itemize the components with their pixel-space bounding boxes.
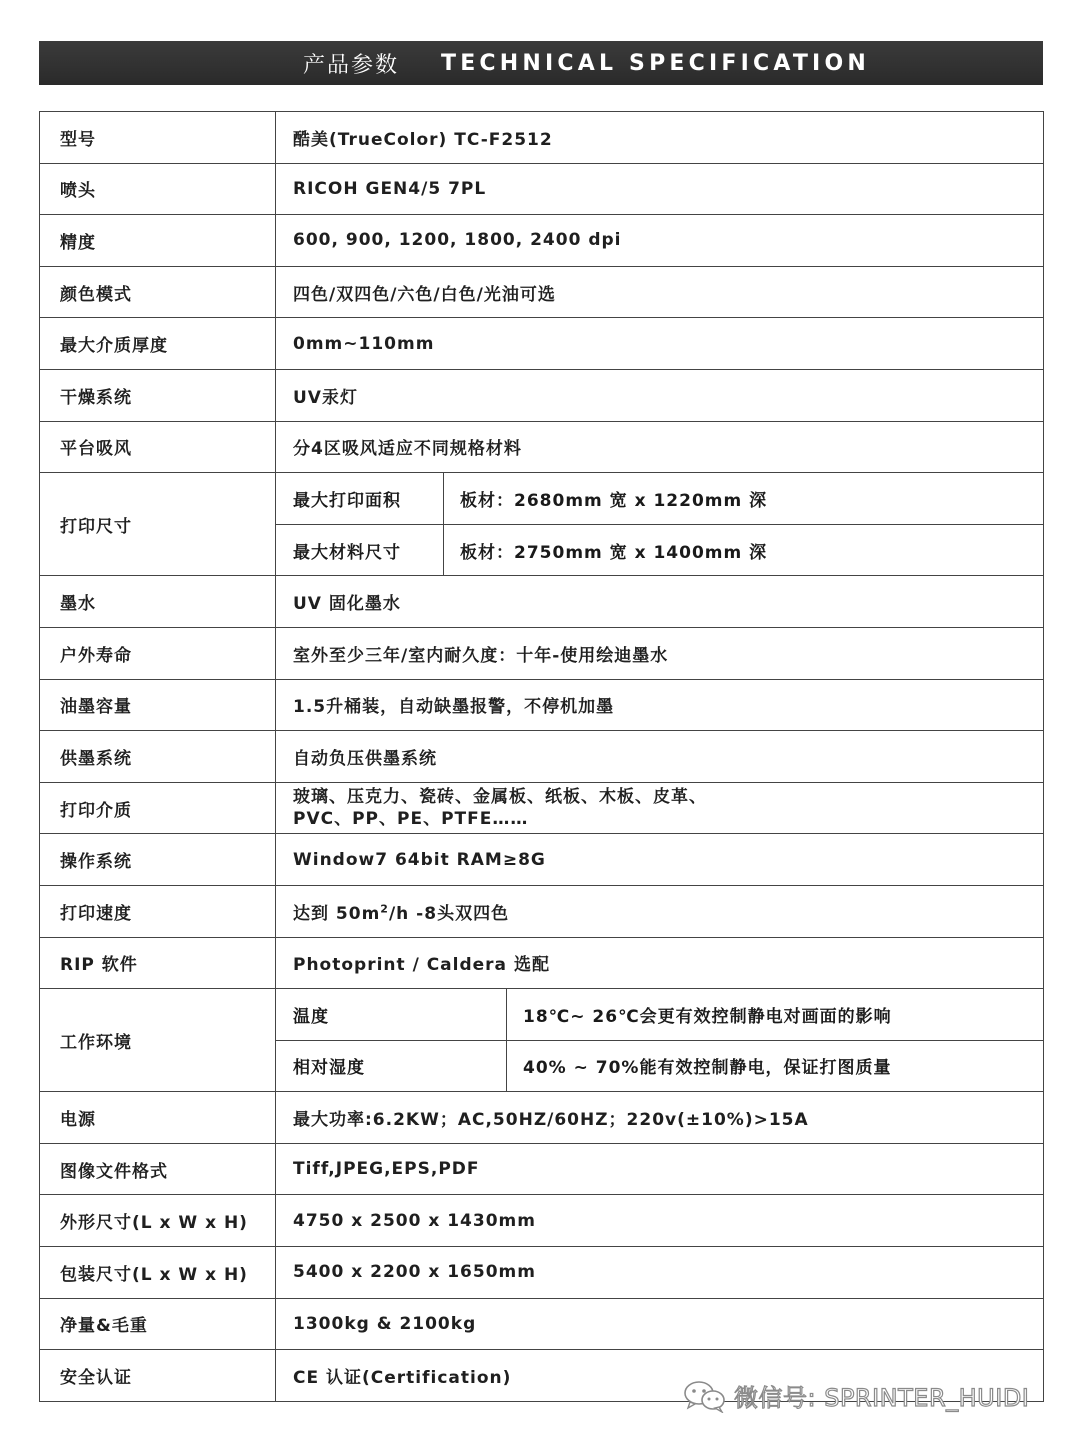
- row-value: [276, 782, 1044, 834]
- row-value: UV汞灯: [276, 369, 1044, 421]
- table-row: [40, 1298, 1044, 1350]
- row-label: 最大介质厚度: [40, 318, 276, 370]
- row-label: 图像文件格式: [40, 1143, 276, 1195]
- table-row: [40, 627, 1044, 679]
- row-value: UV 固化墨水: [276, 576, 1044, 628]
- row-value: 四色/双四色/六色/白色/光油可选: [276, 266, 1044, 318]
- row-value: 酷美(TrueColor) TC-F2512: [276, 112, 1044, 164]
- row-label: 打印介质: [40, 782, 276, 834]
- row-label: 平台吸风: [40, 421, 276, 473]
- row-value: 4750 x 2500 x 1430mm: [276, 1195, 1044, 1247]
- table-row: [40, 937, 1044, 989]
- row-value: 1300kg & 2100kg: [276, 1298, 1044, 1350]
- table-row: [40, 473, 1044, 525]
- sub-label: 最大材料尺寸: [276, 524, 444, 576]
- row-value: [276, 885, 1044, 937]
- table-row: [40, 215, 1044, 267]
- row-value: 600, 900, 1200, 1800, 2400 dpi: [276, 215, 1044, 267]
- row-value: 0mm~110mm: [276, 318, 1044, 370]
- table-row: [40, 834, 1044, 886]
- row-label: 油墨容量: [40, 679, 276, 731]
- row-label: 喷头: [40, 163, 276, 215]
- row-label: 净量&毛重: [40, 1298, 276, 1350]
- row-label: 安全认证: [40, 1350, 276, 1402]
- row-value: Tiff,JPEG,EPS,PDF: [276, 1143, 1044, 1195]
- row-value: RICOH GEN4/5 7PL: [276, 163, 1044, 215]
- row-value: Window7 64bit RAM≥8G: [276, 834, 1044, 886]
- row-label: 颜色模式: [40, 266, 276, 318]
- table-row: [40, 782, 1044, 834]
- row-value: Photoprint / Caldera 选配: [276, 937, 1044, 989]
- sub-value: 18℃~ 26℃会更有效控制静电对画面的影响: [507, 989, 1044, 1041]
- row-value-line: PVC、PP、PE、PTFE……: [293, 809, 529, 830]
- row-label: 外形尺寸(L x W x H): [40, 1195, 276, 1247]
- table-row: [40, 266, 1044, 318]
- wechat-icon: [682, 1379, 728, 1413]
- row-label: 户外寿命: [40, 627, 276, 679]
- sub-label: 相对湿度: [276, 1040, 507, 1092]
- header-banner: [39, 41, 1043, 85]
- watermark-text: 微信号: SPRINTER_HUIDI: [734, 1384, 1030, 1412]
- table-row: [40, 1247, 1044, 1299]
- row-label: 干燥系统: [40, 369, 276, 421]
- row-label: RIP 软件: [40, 937, 276, 989]
- table-row: [40, 1143, 1044, 1195]
- table-row: [40, 731, 1044, 783]
- row-value: 室外至少三年/室内耐久度：十年-使用绘迪墨水: [276, 627, 1044, 679]
- table-row: [40, 369, 1044, 421]
- speed-value-pre: 达到 50m: [293, 903, 381, 924]
- table-row: [40, 679, 1044, 731]
- row-label: 电源: [40, 1092, 276, 1144]
- row-label: 型号: [40, 112, 276, 164]
- row-label: 供墨系统: [40, 731, 276, 783]
- header-title-en: TECHNICAL SPECIFICATION: [441, 51, 870, 76]
- row-value: 5400 x 2200 x 1650mm: [276, 1247, 1044, 1299]
- table-row: [40, 576, 1044, 628]
- row-label: 操作系统: [40, 834, 276, 886]
- speed-value-sup: 2: [380, 902, 389, 916]
- sub-value: 板材：2680mm 宽 x 1220mm 深: [444, 473, 1044, 525]
- row-label: 精度: [40, 215, 276, 267]
- table-row: [40, 1195, 1044, 1247]
- row-value: 1.5升桶装，自动缺墨报警，不停机加墨: [276, 679, 1044, 731]
- table-row: [40, 163, 1044, 215]
- table-row: [40, 112, 1044, 164]
- row-label: 打印尺寸: [40, 473, 276, 576]
- sub-value: 40% ~ 70%能有效控制静电，保证打图质量: [507, 1040, 1044, 1092]
- table-row: [40, 989, 1044, 1041]
- header-title-cn: 产品参数: [303, 53, 400, 78]
- speed-value-post: /h -8头双四色: [388, 903, 510, 924]
- row-label: 墨水: [40, 576, 276, 628]
- sub-label: 最大打印面积: [276, 473, 444, 525]
- row-label: 包装尺寸(L x W x H): [40, 1247, 276, 1299]
- wechat-watermark: [682, 1378, 1029, 1413]
- sub-label: 温度: [276, 989, 507, 1041]
- table-row: [40, 885, 1044, 937]
- row-value: CE 认证(Certification): [276, 1350, 1044, 1402]
- row-value: 自动负压供墨系统: [276, 731, 1044, 783]
- spec-table: [39, 111, 1044, 1402]
- row-value: 分4区吸风适应不同规格材料: [276, 421, 1044, 473]
- row-value: 最大功率:6.2KW；AC,50HZ/60HZ；220v(±10%)>15A: [276, 1092, 1044, 1144]
- row-value-line: 玻璃、压克力、瓷砖、金属板、纸板、木板、皮革、: [293, 787, 707, 808]
- row-label: 打印速度: [40, 885, 276, 937]
- row-label: 工作环境: [40, 989, 276, 1092]
- sub-value: 板材：2750mm 宽 x 1400mm 深: [444, 524, 1044, 576]
- table-row: [40, 1092, 1044, 1144]
- table-row: [40, 421, 1044, 473]
- table-row: [40, 318, 1044, 370]
